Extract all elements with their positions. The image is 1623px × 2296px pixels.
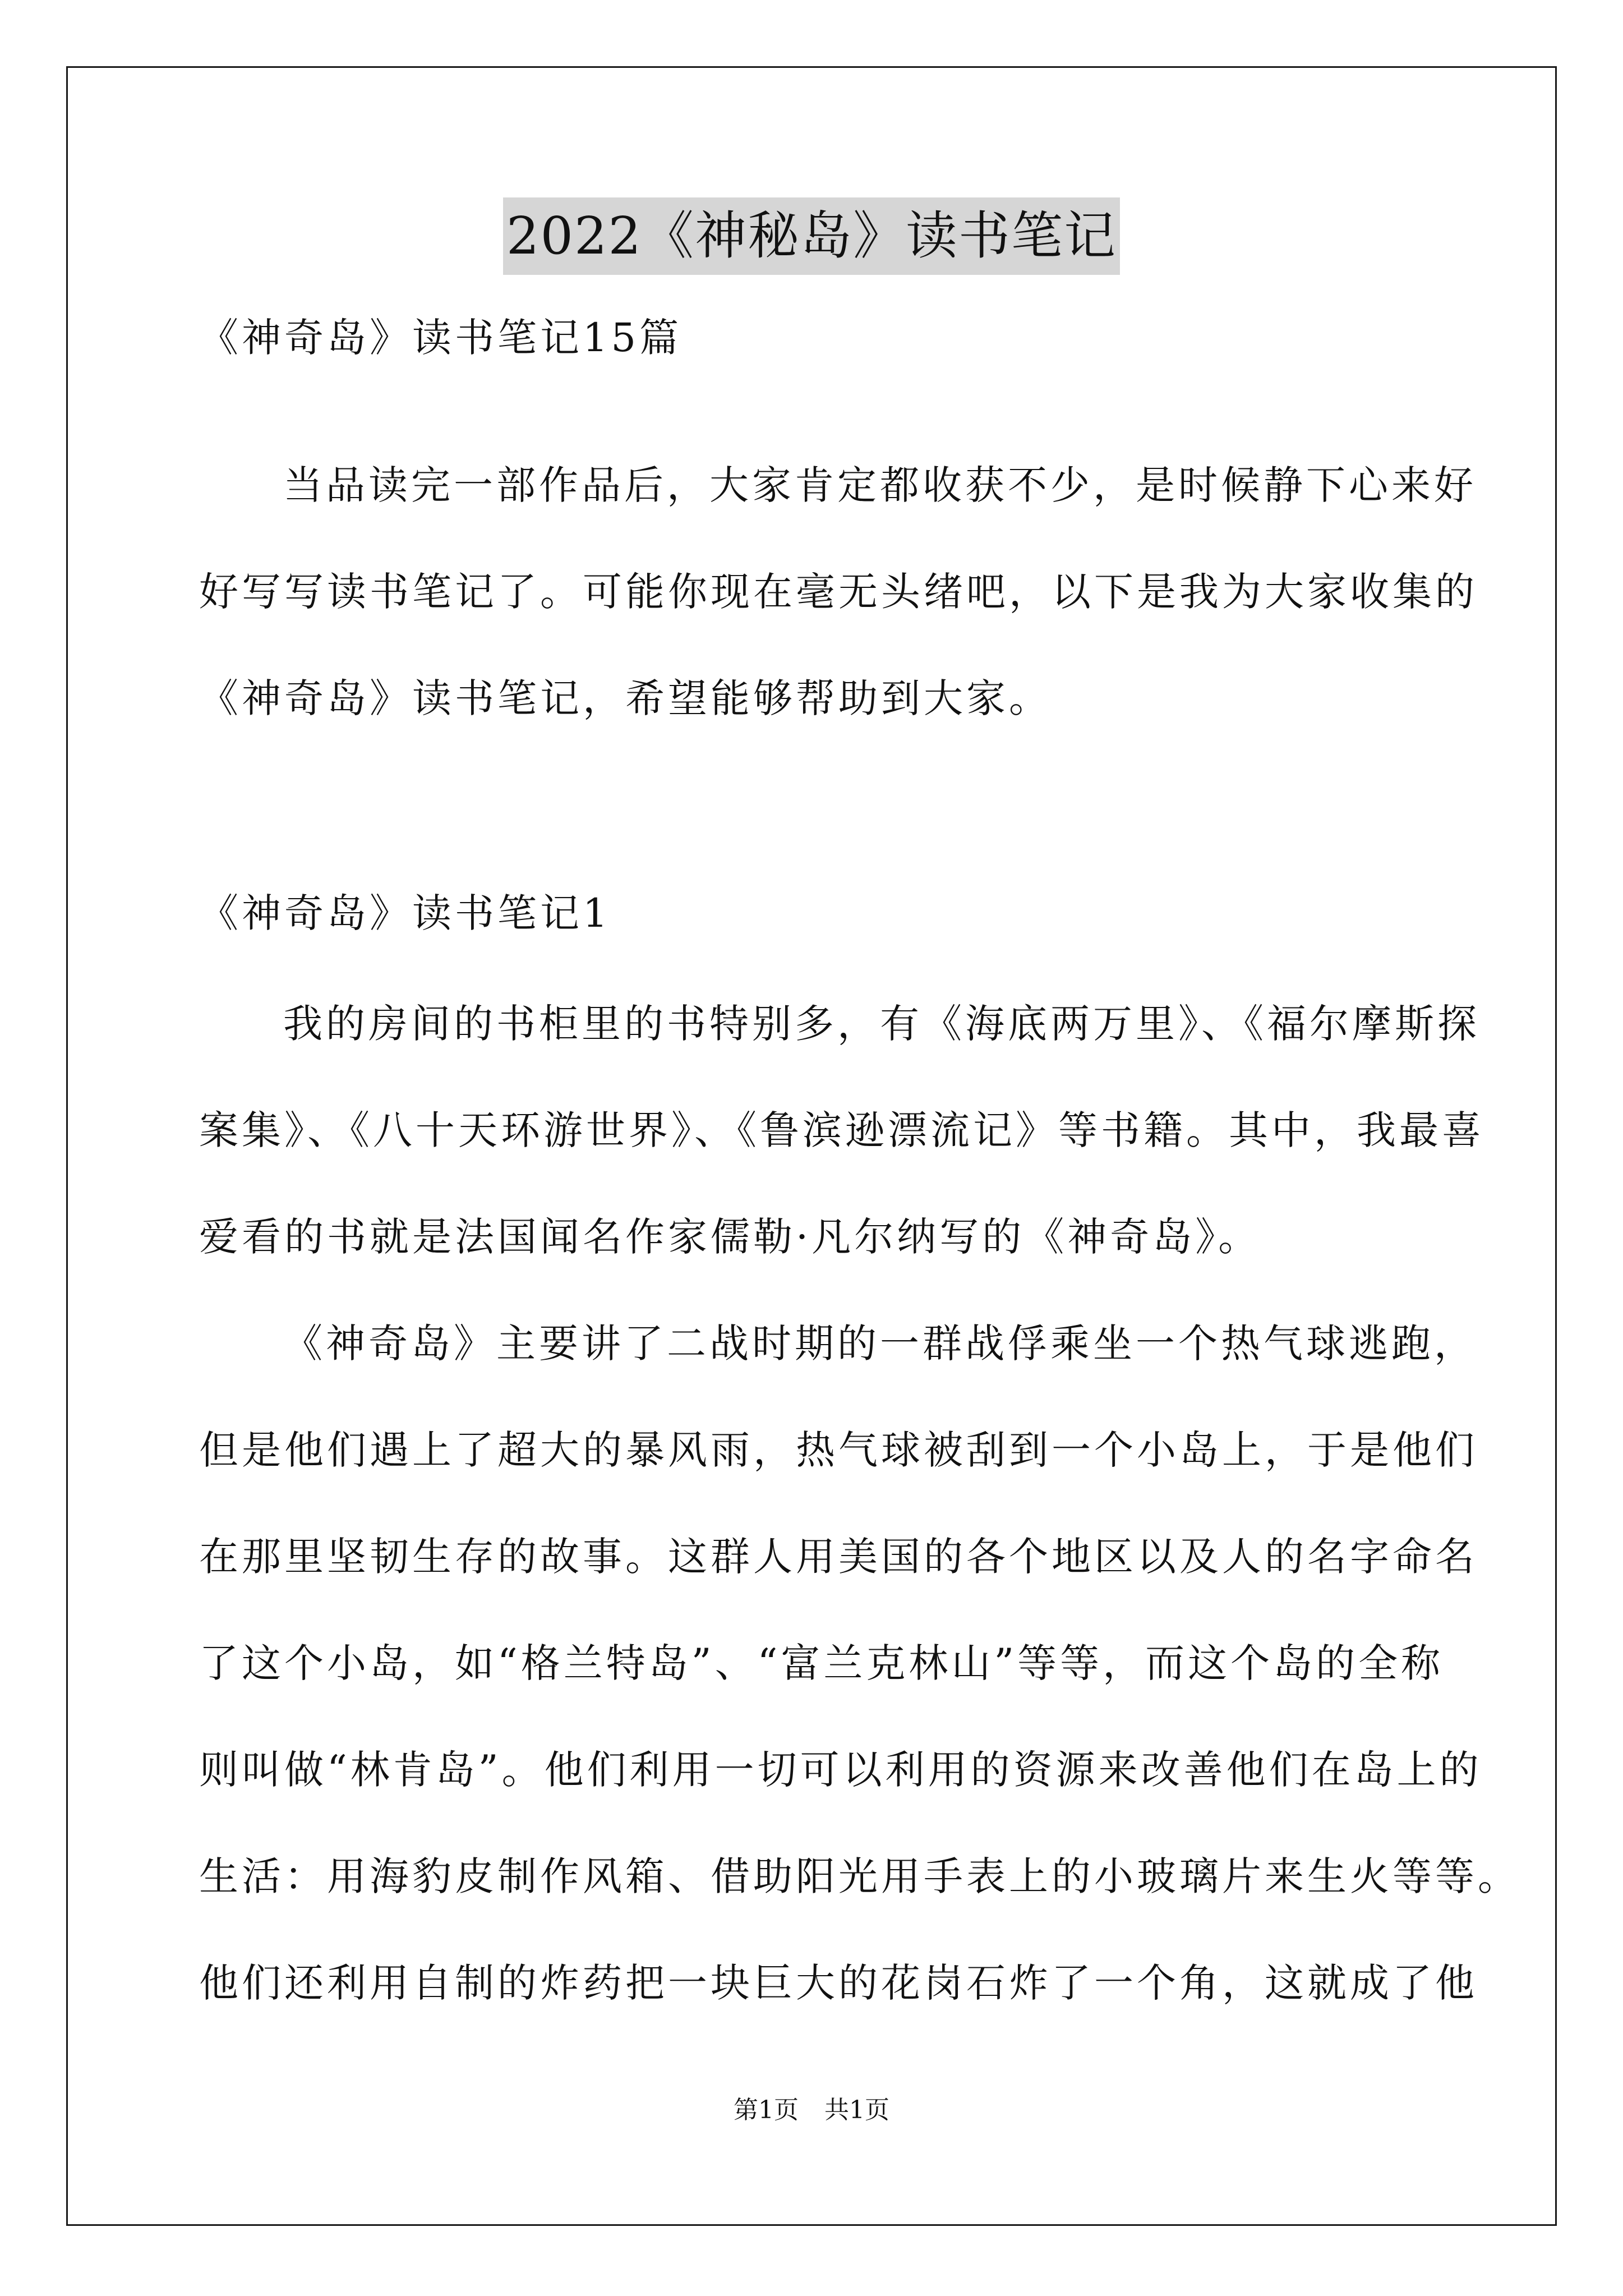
paragraph-line: 但是他们遇上了超大的暴风雨，热气球被刮到一个小岛上，于是他们 bbox=[199, 1427, 1478, 1473]
paragraph-line: 我的房间的书柜里的书特别多，有《海底两万里》、《福尔摩斯探 bbox=[283, 1001, 1480, 1047]
paragraph-line: 他们还利用自制的炸药把一块巨大的花岗石炸了一个角，这就成了他 bbox=[199, 1960, 1478, 2006]
paragraph-line: 生活：用海豹皮制作风箱、借助阳光用手表上的小玻璃片来生火等等。 bbox=[199, 1853, 1520, 1899]
intro-line: 《神奇岛》读书笔记，希望能够帮助到大家。 bbox=[199, 675, 1052, 721]
page-footer bbox=[0, 2090, 1623, 2125]
page-total: 共1页 bbox=[824, 2096, 889, 2124]
page-number: 第1页 bbox=[734, 2096, 799, 2124]
subtitle: 《神奇岛》读书笔记15篇 bbox=[199, 315, 683, 361]
intro-line: 当品读完一部作品后，大家肯定都收获不少，是时候静下心来好 bbox=[283, 462, 1477, 508]
paragraph-line: 爱看的书就是法国闻名作家儒勒·凡尔纳写的《神奇岛》。 bbox=[199, 1214, 1261, 1260]
paragraph-line: 在那里坚韧生存的故事。这群人用美国的各个地区以及人的名字命名 bbox=[199, 1534, 1478, 1580]
intro-line: 好写写读书笔记了。可能你现在毫无头绪吧，以下是我为大家收集的 bbox=[199, 569, 1478, 615]
section-heading: 《神奇岛》读书笔记1 bbox=[199, 890, 611, 936]
paragraph-line: 了这个小岛，如“格兰特岛”、“富兰克林山”等等，而这个岛的全称 bbox=[199, 1640, 1444, 1686]
paragraph-line: 《神奇岛》主要讲了二战时期的一群战俘乘坐一个热气球逃跑， bbox=[283, 1320, 1477, 1366]
paragraph-line: 则叫做“林肯岛”。他们利用一切可以利用的资源来改善他们在岛上的 bbox=[199, 1747, 1482, 1793]
document-title: 2022《神秘岛》读书笔记 bbox=[503, 197, 1120, 275]
document-title-wrap bbox=[0, 197, 1623, 275]
paragraph-line: 案集》、《八十天环游世界》、《鲁滨逊漂流记》等书籍。其中，我最喜 bbox=[199, 1107, 1484, 1153]
